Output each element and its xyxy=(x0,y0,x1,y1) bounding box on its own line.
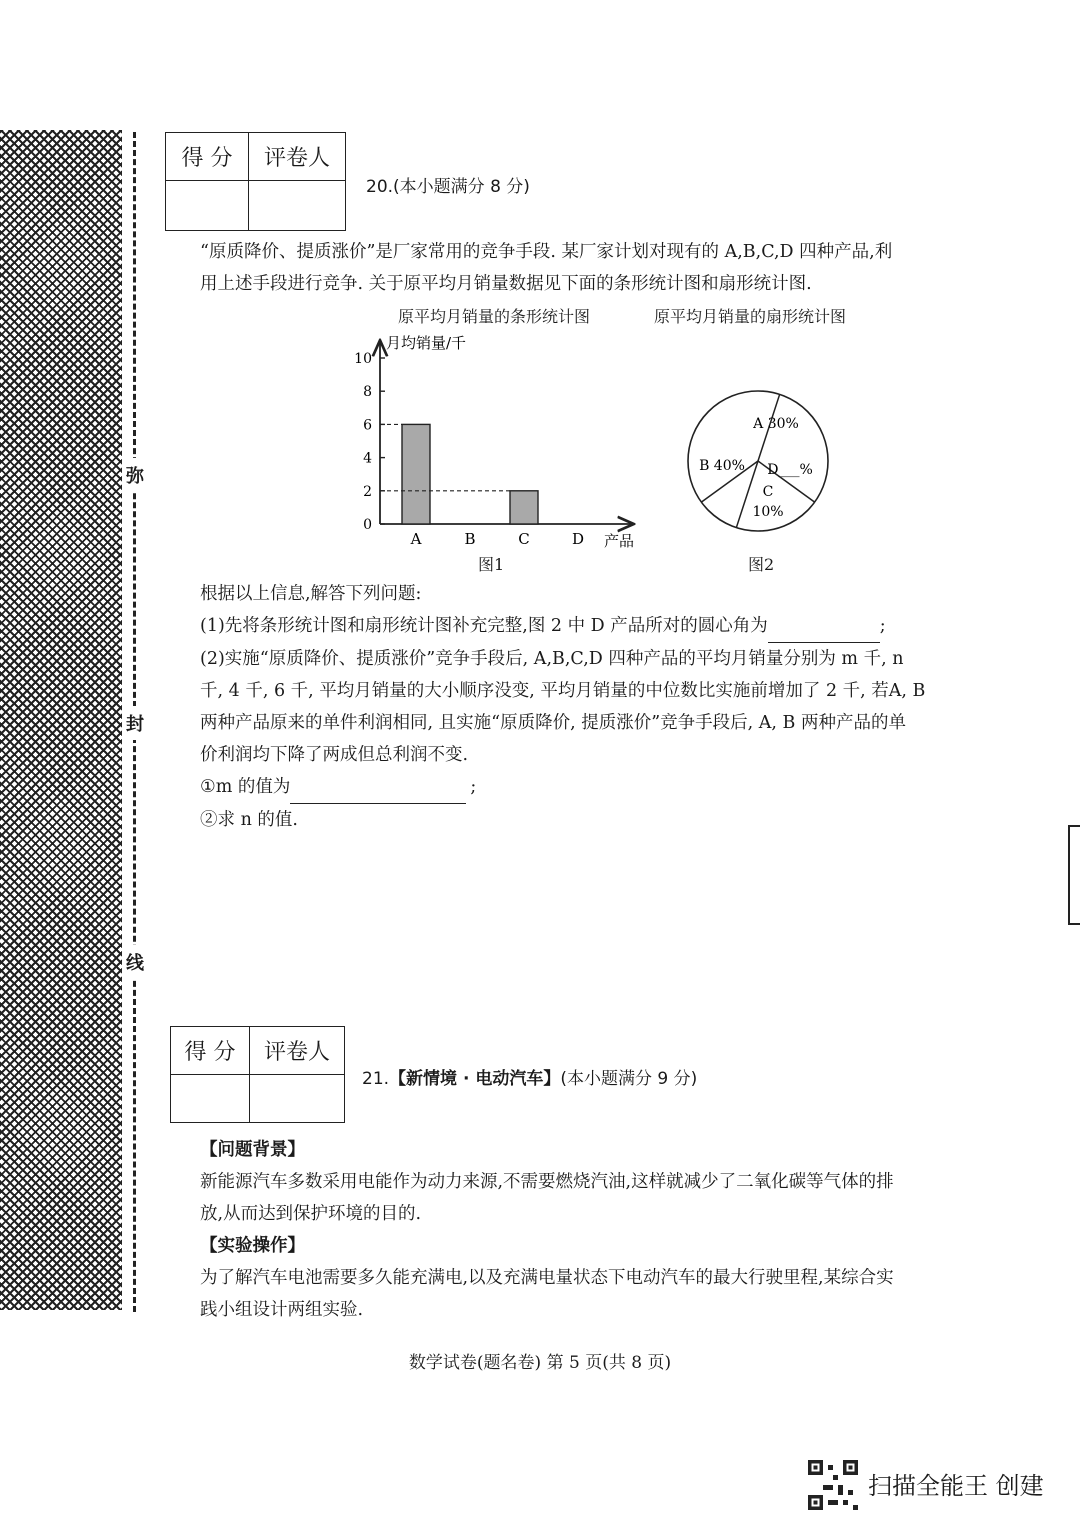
y-tick-label: 4 xyxy=(363,450,372,467)
pie-slice-label: A 30% xyxy=(753,416,799,432)
q20-questions xyxy=(200,578,1020,836)
qr-code-icon xyxy=(808,1460,858,1510)
score-label: 得 分 xyxy=(166,133,249,181)
part1-text: (1)先将条形统计图和扇形统计图补充完整,图 2 中 D 产品所对的圆心角为 xyxy=(200,616,768,636)
seal-char-mi: 弥 xyxy=(122,458,148,492)
score-cell[interactable] xyxy=(166,181,249,231)
margin-bracket xyxy=(1068,825,1080,925)
part1-end: ; xyxy=(879,616,886,636)
y-tick-label: 2 xyxy=(363,483,372,500)
sub1-end: ; xyxy=(470,777,477,797)
pie-slice-label: B 40% xyxy=(699,458,745,474)
y-tick-label: 6 xyxy=(363,417,372,434)
bar-chart-title: 原平均月销量的条形统计图 xyxy=(398,307,591,326)
q20-sub1 xyxy=(200,771,1020,804)
bar-A xyxy=(402,424,430,524)
pie-slice-label: D___% xyxy=(767,462,813,478)
pie-chart-caption: 图2 xyxy=(748,555,775,574)
seal-char-xian: 线 xyxy=(122,945,148,979)
q20-part2-line: (2)实施“原质降价、提质涨价”竞争手段后, A,B,C,D 四种产品的平均月销量分别为 m 千, n xyxy=(200,649,904,669)
q21-number: 21. xyxy=(362,1069,390,1089)
bar-chart xyxy=(340,330,660,580)
m-answer-blank[interactable] xyxy=(290,771,466,804)
binding-hatch xyxy=(0,130,122,1310)
grader-label: 评卷人 xyxy=(249,133,346,181)
x-category-label: D xyxy=(571,530,585,548)
background-line: 新能源汽车多数采用电能作为动力来源,不需要燃烧汽油,这样就减少了二氧化碳等气体的排 xyxy=(200,1172,894,1192)
q20-part2-line: 千, 4 千, 6 千, 平均月销量的大小顺序没变, 平均月销量的中位数比实施前增加了 2 千, 若A, B xyxy=(200,681,926,701)
q20-prompt: 根据以上信息,解答下列问题: xyxy=(200,584,422,604)
pie-chart-title: 原平均月销量的扇形统计图 xyxy=(654,307,847,326)
seal-char-feng: 封 xyxy=(122,706,148,740)
y-axis-label: 月均销量/千 xyxy=(386,334,467,352)
pie-slice-label: 10% xyxy=(752,504,784,520)
operation-line: 为了解汽车电池需要多久能充满电,以及充满电量状态下电动汽车的最大行驶里程,某综合实 xyxy=(200,1268,894,1288)
pie-slice-label: C xyxy=(762,484,774,500)
grader-label: 评卷人 xyxy=(250,1027,345,1075)
q20-score-box xyxy=(165,132,346,231)
page-footer: 数学试卷(题名卷) 第 5 页(共 8 页) xyxy=(408,1353,672,1373)
x-category-label: A xyxy=(410,530,422,548)
angle-answer-blank[interactable] xyxy=(768,610,880,643)
q21-score-note: (本小题满分 9 分) xyxy=(560,1069,698,1089)
q20-intro xyxy=(200,236,1020,300)
y-tick-label: 8 xyxy=(363,384,372,401)
x-category-label: B xyxy=(464,530,476,548)
q21-heading xyxy=(362,1064,697,1089)
intro-line: “原质降价、提质涨价”是厂家常用的竞争手段. 某厂家计划对现有的 A,B,C,D 四种产品,利 xyxy=(200,242,893,262)
operation-title: 【实验操作】 xyxy=(200,1236,305,1256)
q21-score-box xyxy=(170,1026,345,1123)
x-category-label: C xyxy=(518,530,530,548)
background-title: 【问题背景】 xyxy=(200,1140,305,1160)
operation-line: 践小组设计两组实验. xyxy=(200,1300,364,1320)
sub1-text: ①m 的值为 xyxy=(200,777,291,797)
q20-part2-line: 价利润均下降了两成但总利润不变. xyxy=(200,745,469,765)
bar-C xyxy=(510,491,538,524)
q21-tag: 【新情境 · 电动汽车】 xyxy=(389,1069,561,1089)
q20-sub2: ②求 n 的值. xyxy=(200,810,298,830)
grader-cell[interactable] xyxy=(250,1075,345,1123)
y-tick-label: 0 xyxy=(363,517,372,533)
q20-heading: 20.(本小题满分 8 分) xyxy=(366,177,530,197)
score-label: 得 分 xyxy=(171,1027,250,1075)
background-line: 放,从而达到保护环境的目的. xyxy=(200,1204,422,1224)
x-axis-label: 产品 xyxy=(604,532,635,550)
score-cell[interactable] xyxy=(171,1075,250,1123)
q20-part1 xyxy=(200,610,1020,643)
q21-body xyxy=(200,1134,1020,1326)
intro-line: 用上述手段进行竞争. 关于原平均月销量数据见下面的条形统计图和扇形统计图. xyxy=(200,274,812,294)
q20-part2-line: 两种产品原来的单件利润相同, 且实施“原质降价, 提质涨价”竞争手段后, A, B 两种产品的单 xyxy=(200,713,906,733)
grader-cell[interactable] xyxy=(249,181,346,231)
y-tick-label: 10 xyxy=(354,351,372,367)
pie-chart xyxy=(680,388,840,538)
scanner-watermark: 扫描全能王 创建 xyxy=(868,1472,1044,1500)
bar-chart-caption: 图1 xyxy=(478,555,505,574)
